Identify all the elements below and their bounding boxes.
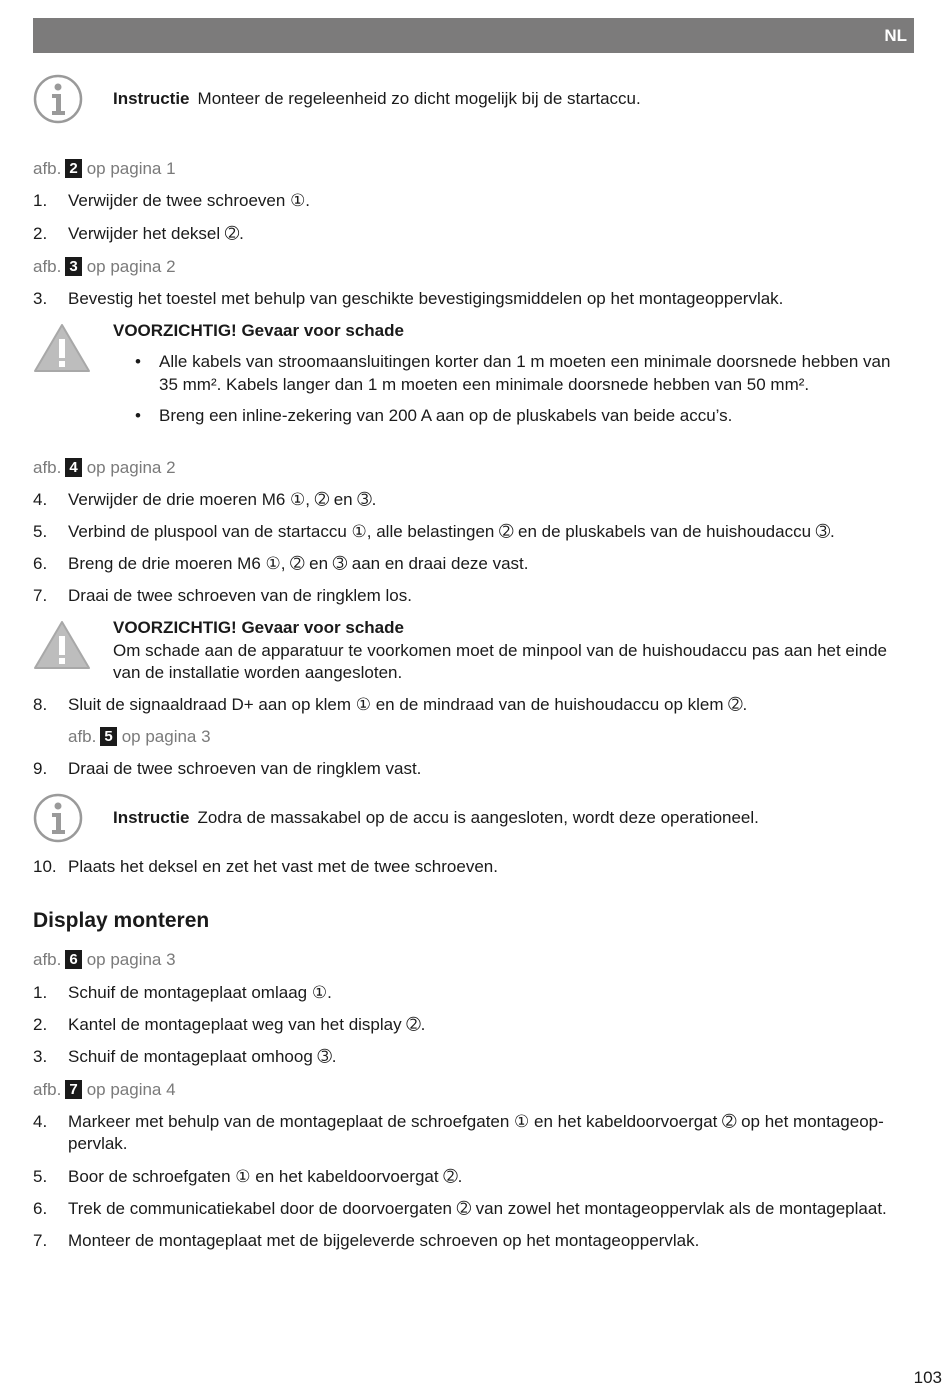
step-number: 3. bbox=[33, 289, 48, 308]
ref-suffix: op pagina 2 bbox=[86, 458, 176, 477]
note-label: Instructie bbox=[113, 89, 190, 108]
step-text: Trek de communicatiekabel door de doorvoergaten ➁ van zowel het montageoppervlak als de montageplaat. bbox=[68, 1199, 887, 1218]
ref-prefix: afb. bbox=[33, 257, 62, 276]
step-item bbox=[33, 585, 913, 607]
step-number: 5. bbox=[33, 522, 48, 541]
figure-reference bbox=[33, 1079, 176, 1101]
step-number: 7. bbox=[33, 586, 48, 605]
ref-prefix: afb. bbox=[33, 458, 62, 477]
language-tag: NL bbox=[884, 26, 907, 45]
step-item bbox=[33, 553, 913, 575]
figure-reference bbox=[33, 256, 176, 278]
note-text: Zodra de massakabel op de accu is aangesloten, wordt deze operationeel. bbox=[197, 808, 759, 827]
bullet-text: Alle kabels van stroomaansluitingen korter dan 1 m moeten een minimale doorsnede hebben van 35 mm². Kabels langer dan 1 m moeten een minimale doorsnede hebben van 50 mm². bbox=[159, 352, 891, 394]
step-item bbox=[33, 1046, 913, 1068]
step-number: 5. bbox=[33, 1167, 48, 1186]
step-item bbox=[33, 190, 913, 212]
step-number: 9. bbox=[33, 759, 48, 778]
step-item bbox=[33, 1198, 913, 1220]
step-text: Sluit de signaaldraad D+ aan op klem ① en de mindraad van de huishoudaccu op klem ➁. bbox=[68, 695, 748, 714]
figure-number-badge: 5 bbox=[100, 727, 116, 746]
step-number: 6. bbox=[33, 1199, 48, 1218]
ref-suffix: op pagina 3 bbox=[86, 950, 176, 969]
page-number: 103 bbox=[913, 1368, 942, 1387]
figure-reference bbox=[33, 457, 176, 479]
step-text: Bevestig het toestel met behulp van geschikte bevestigingsmiddelen op het montageoppervlak. bbox=[68, 289, 784, 308]
ref-prefix: afb. bbox=[33, 159, 62, 178]
step-number: 10. bbox=[33, 857, 57, 876]
step-item bbox=[33, 694, 913, 716]
warning-title: VOORZICHTIG! Gevaar voor schade bbox=[113, 321, 404, 340]
warning-text: Om schade aan de apparatuur te voorkomen moet de minpool van de huishoudaccu pas aan het einde van de installatie worden aangesloten. bbox=[113, 641, 888, 682]
step-item bbox=[33, 288, 913, 310]
step-number: 2. bbox=[33, 1015, 48, 1034]
ref-suffix: op pagina 3 bbox=[121, 727, 211, 746]
bullet-dot: • bbox=[135, 406, 141, 425]
step-text: Schuif de montageplaat omhoog ➂. bbox=[68, 1047, 337, 1066]
ref-suffix: op pagina 1 bbox=[86, 159, 176, 178]
figure-reference bbox=[68, 726, 211, 748]
step-text: Monteer de montageplaat met de bijgeleverde schroeven op het montageoppervlak. bbox=[68, 1231, 700, 1250]
figure-reference bbox=[33, 158, 176, 180]
warning-bullet bbox=[135, 404, 905, 427]
step-text: Plaats het deksel en zet het vast met de twee schroeven. bbox=[68, 857, 498, 876]
ref-suffix: op pagina 2 bbox=[86, 257, 176, 276]
step-text: Markeer met behulp van de montageplaat de schroefgaten ① en het kabeldoorvoergat ➁ op het montageoppervlak. bbox=[68, 1112, 884, 1153]
step-text: Boor de schroefgaten ① en het kabeldoorvoergat ➁. bbox=[68, 1167, 463, 1186]
note-text: Monteer de regeleenheid zo dicht mogelijk bij de startaccu. bbox=[197, 89, 641, 108]
bullet-dot: • bbox=[135, 352, 141, 371]
step-item bbox=[33, 758, 913, 780]
step-text: Kantel de montageplaat weg van het display ➁. bbox=[68, 1015, 426, 1034]
step-number: 2. bbox=[33, 224, 48, 243]
step-text: Verwijder het deksel ➁. bbox=[68, 224, 244, 243]
step-number: 3. bbox=[33, 1047, 48, 1066]
step-item bbox=[33, 856, 913, 878]
figure-number-badge: 6 bbox=[65, 950, 81, 969]
step-item bbox=[33, 223, 913, 245]
ref-prefix: afb. bbox=[68, 727, 97, 746]
figure-number-badge: 4 bbox=[65, 458, 81, 477]
section-heading: Display monteren bbox=[33, 909, 210, 932]
step-item bbox=[33, 1166, 913, 1188]
instruction-note bbox=[113, 807, 759, 829]
instruction-note bbox=[113, 88, 641, 110]
ref-prefix: afb. bbox=[33, 1080, 62, 1099]
step-number: 4. bbox=[33, 490, 48, 509]
warning-icon bbox=[32, 619, 92, 671]
bullet-text: Breng een inline-zekering van 200 A aan op de pluskabels van beide accu’s. bbox=[159, 406, 733, 425]
step-text: Verwijder de drie moeren M6 ①, ➁ en ➂. bbox=[68, 490, 377, 509]
step-number: 6. bbox=[33, 554, 48, 573]
figure-reference bbox=[33, 949, 176, 971]
step-item bbox=[33, 1230, 913, 1252]
step-text: Draai de twee schroeven van de ringklem los. bbox=[68, 586, 412, 605]
note-label: Instructie bbox=[113, 808, 190, 827]
warning-title: VOORZICHTIG! Gevaar voor schade bbox=[113, 618, 404, 637]
step-text: Breng de drie moeren M6 ①, ➁ en ➂ aan en draai deze vast. bbox=[68, 554, 529, 573]
step-item bbox=[33, 489, 913, 511]
ref-suffix: op pagina 4 bbox=[86, 1080, 176, 1099]
step-item bbox=[33, 1111, 913, 1155]
warning-bullet bbox=[135, 350, 905, 396]
step-number: 7. bbox=[33, 1231, 48, 1250]
figure-number-badge: 7 bbox=[65, 1080, 81, 1099]
step-number: 8. bbox=[33, 695, 48, 714]
step-text: Schuif de montageplaat omlaag ①. bbox=[68, 983, 332, 1002]
warning-icon bbox=[32, 322, 92, 374]
step-number: 1. bbox=[33, 191, 48, 210]
info-icon bbox=[33, 793, 83, 843]
header-bar bbox=[33, 18, 914, 53]
step-text: Draai de twee schroeven van de ringklem vast. bbox=[68, 759, 422, 778]
step-text: Verbind de pluspool van de startaccu ①, alle belastingen ➁ en de pluskabels van de huishoudaccu ➂. bbox=[68, 522, 835, 541]
step-item bbox=[33, 982, 913, 1004]
step-text: Verwijder de twee schroeven ①. bbox=[68, 191, 311, 210]
step-item bbox=[33, 1014, 913, 1036]
step-number: 4. bbox=[33, 1112, 48, 1131]
step-item bbox=[33, 521, 913, 543]
ref-prefix: afb. bbox=[33, 950, 62, 969]
step-number: 1. bbox=[33, 983, 48, 1002]
info-icon bbox=[33, 74, 83, 124]
figure-number-badge: 2 bbox=[65, 159, 81, 178]
figure-number-badge: 3 bbox=[65, 257, 81, 276]
